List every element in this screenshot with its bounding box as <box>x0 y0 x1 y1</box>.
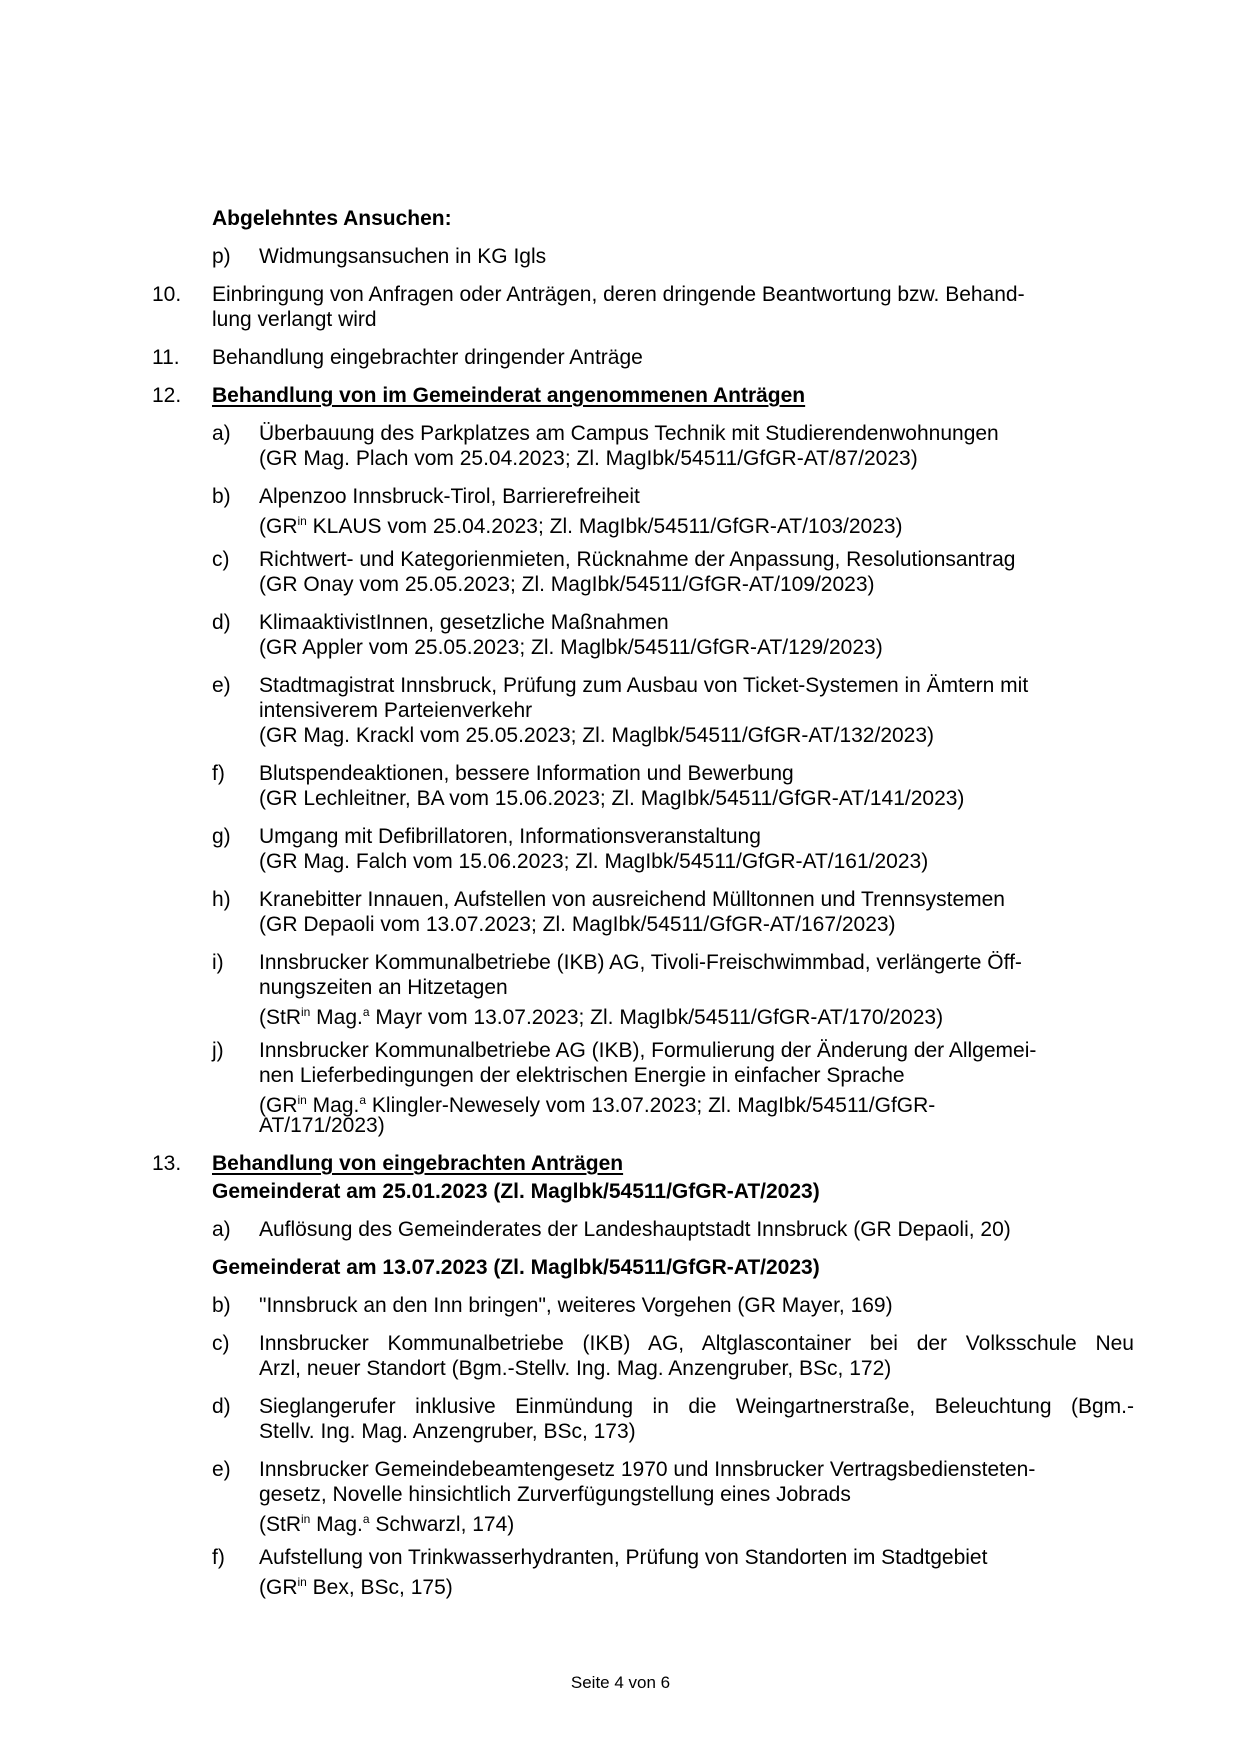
list-item-reference: ($GR^{in}$ Bex, BSc, 175) <box>259 1575 453 1599</box>
list-letter: b) <box>212 1294 231 1317</box>
item-text: lung verlangt wird <box>212 308 377 331</box>
item-number: 12. <box>152 384 182 407</box>
list-letter: e) <box>212 674 231 697</box>
list-item-reference: (GR Lechleitner, BA vom 15.06.2023; Zl. MagIbk/54511/GfGR-AT/141/2023) <box>259 787 965 810</box>
list-item-text: Umgang mit Defibrillatoren, Informationsveranstaltung <box>259 825 761 848</box>
list-item-reference: (GR Mag. Krackl vom 25.05.2023; Zl. Maglbk/54511/GfGR-AT/132/2023) <box>259 724 935 747</box>
list-item-text: intensiverem Parteienverkehr <box>259 699 533 722</box>
item-number: 10. <box>152 283 182 306</box>
list-item-text: "Innsbruck an den Inn bringen", weiteres Vorgehen (GR Mayer, 169) <box>259 1294 893 1317</box>
list-item-text: Auflösung des Gemeinderates der Landeshauptstadt Innsbruck (GR Depaoli, 20) <box>259 1218 1011 1241</box>
item-number: 13. <box>152 1152 182 1175</box>
list-item-text: Blutspendeaktionen, bessere Information und Bewerbung <box>259 762 794 785</box>
list-item-reference: (StR$^{in}$ Mag.$^a$ Mayr vom 13.07.2023; Zl. MagIbk/54511/GfGR-AT/170/2023) <box>259 1005 944 1029</box>
list-item-reference: ($GR^{in}$ Mag.$^a$ Klingler-Newesely vom 13.07.2023; Zl. MagIbk/54511/GfGR- <box>259 1093 936 1117</box>
list-letter: f) <box>212 762 225 785</box>
list-item-text: Stadtmagistrat Innsbruck, Prüfung zum Ausbau von Ticket-Systemen in Ämtern mit <box>259 674 1029 697</box>
session-heading: Gemeinderat am 13.07.2023 (Zl. Maglbk/54511/GfGR-AT/2023) <box>212 1256 820 1279</box>
list-item-text: Richtwert- und Kategorienmieten, Rücknahme der Anpassung, Resolutionsantrag <box>259 548 1016 571</box>
section-title: Behandlung von im Gemeinderat angenommenen Anträgen <box>212 384 806 407</box>
list-letter: c) <box>212 548 230 571</box>
list-item-text: Stellv. Ing. Mag. Anzengruber, BSc, 173) <box>259 1420 636 1443</box>
list-item-reference: ($GR^{in}$ KLAUS vom 25.04.2023; Zl. MagIbk/54511/GfGR-AT/103/2023) <box>259 514 903 538</box>
list-letter: g) <box>212 825 231 848</box>
list-item-text: Sieglangerufer inklusive Einmündung in die Weingartnerstraße, Beleuchtung (Bgm.- <box>259 1395 1134 1418</box>
list-item-reference: (StR$^{in}$ Mag.$^a$ Schwarzl, 174) <box>259 1512 515 1536</box>
list-item-text: nungszeiten an Hitzetagen <box>259 976 508 999</box>
page-number: Seite 4 von 6 <box>570 1673 671 1692</box>
list-item-reference: (GR Onay vom 25.05.2023; Zl. MagIbk/54511/GfGR-AT/109/2023) <box>259 573 875 596</box>
list-item-text: Innsbrucker Kommunalbetriebe AG (IKB), Formulierung der Änderung der Allgemei- <box>259 1039 1037 1062</box>
list-item-reference: (GR Mag. Falch vom 15.06.2023; Zl. MagIbk/54511/GfGR-AT/161/2023) <box>259 850 929 873</box>
list-item-text: Aufstellung von Trinkwasserhydranten, Prüfung von Standorten im Stadtgebiet <box>259 1546 988 1569</box>
item-text: Behandlung eingebrachter dringender Anträge <box>212 346 643 369</box>
list-letter: f) <box>212 1546 225 1569</box>
list-item-text: Innsbrucker Kommunalbetriebe (IKB) AG, Altglascontainer bei der Volksschule Neu <box>259 1332 1134 1355</box>
section-title: Behandlung von eingebrachten Anträgen <box>212 1152 624 1175</box>
list-letter: j) <box>212 1039 224 1062</box>
list-letter: a) <box>212 422 231 445</box>
list-letter: i) <box>212 951 224 974</box>
list-item-reference: (GR Appler vom 25.05.2023; Zl. Maglbk/54511/GfGR-AT/129/2023) <box>259 636 883 659</box>
list-item-text: Widmungsansuchen in KG Igls <box>259 245 547 268</box>
list-item-reference: (GR Depaoli vom 13.07.2023; Zl. MagIbk/54511/GfGR-AT/167/2023) <box>259 913 896 936</box>
list-item-reference: (GR Mag. Plach vom 25.04.2023; Zl. MagIbk/54511/GfGR-AT/87/2023) <box>259 447 918 470</box>
list-item-text: Arzl, neuer Standort (Bgm.-Stellv. Ing. Mag. Anzengruber, BSc, 172) <box>259 1357 892 1380</box>
list-letter: d) <box>212 611 231 634</box>
list-item-text: gesetz, Novelle hinsichtlich Zurverfügungstellung eines Jobrads <box>259 1483 851 1506</box>
list-item-text: KlimaaktivistInnen, gesetzliche Maßnahmen <box>259 611 669 634</box>
list-item-text: Innsbrucker Gemeindebeamtengesetz 1970 und Innsbrucker Vertragsbediensteten- <box>259 1458 1036 1481</box>
list-item-text: Kranebitter Innauen, Aufstellen von ausreichend Mülltonnen und Trennsystemen <box>259 888 1005 911</box>
rejected-heading: Abgelehntes Ansuchen: <box>212 207 452 230</box>
item-text: Einbringung von Anfragen oder Anträgen, deren dringende Beantwortung bzw. Behand- <box>212 283 1025 306</box>
session-heading: Gemeinderat am 25.01.2023 (Zl. Maglbk/54511/GfGR-AT/2023) <box>212 1180 820 1203</box>
list-item-text: Innsbrucker Kommunalbetriebe (IKB) AG, Tivoli-Freischwimmbad, verlängerte Öff- <box>259 951 1022 974</box>
list-letter: c) <box>212 1332 230 1355</box>
list-item-text: Überbauung des Parkplatzes am Campus Technik mit Studierendenwohnungen <box>259 422 999 445</box>
item-number: 11. <box>152 346 180 369</box>
list-letter: h) <box>212 888 231 911</box>
list-letter: d) <box>212 1395 231 1418</box>
list-item-text: Alpenzoo Innsbruck-Tirol, Barrierefreiheit <box>259 485 640 508</box>
list-letter: e) <box>212 1458 231 1481</box>
list-letter: b) <box>212 485 231 508</box>
list-letter: p) <box>212 245 231 268</box>
list-item-text: nen Lieferbedingungen der elektrischen Energie in einfacher Sprache <box>259 1064 905 1087</box>
list-item-reference: AT/171/2023) <box>259 1114 385 1137</box>
list-letter: a) <box>212 1218 231 1241</box>
